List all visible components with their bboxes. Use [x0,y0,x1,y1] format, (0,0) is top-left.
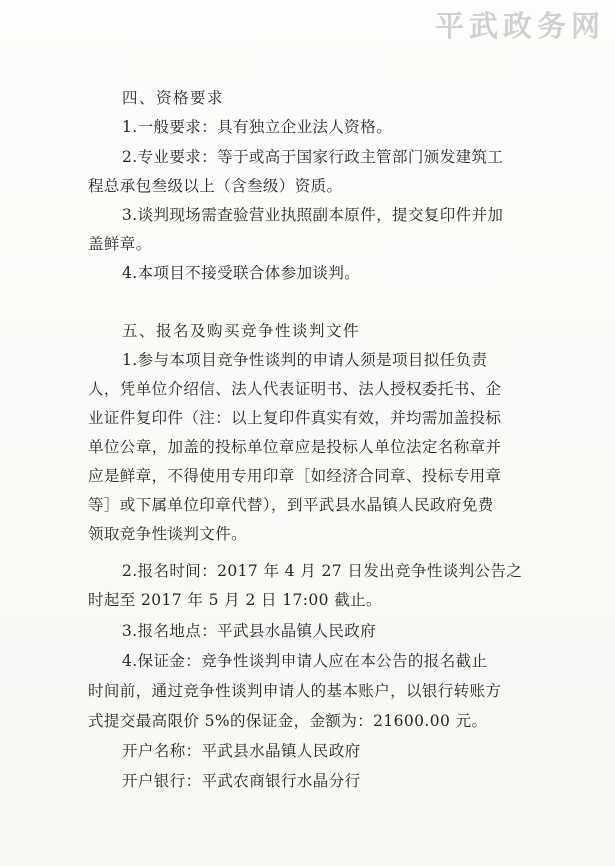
paragraph-line: 式提交最高限价 5%的保证金，金额为：21600.00 元。 [88,712,488,730]
section-heading: 四、资格要求 [122,89,225,107]
paragraph-line: 盖鲜章。 [88,235,152,253]
paragraph-line: 2.专业要求：等于或高于国家行政主管部门颁发建筑工 [122,148,504,166]
paragraph-line: 业证件复印件（注：以上复印件真实有效，并均需加盖投标 [88,409,502,427]
paragraph-line: 3.报名地点：平武县水晶镇人民政府 [122,622,377,640]
section-heading: 五、报名及购买竞争性谈判文件 [122,322,361,340]
paragraph-line: 时间前，通过竞争性谈判申请人的基本账户，以银行转账方 [88,682,502,700]
paragraph-line: 程总承包叁级以上（含叁级）资质。 [88,177,343,195]
paragraph-line: 领取竞争性谈判文件。 [88,525,248,543]
paragraph-line: 开户名称：平武县水晶镇人民政府 [122,742,361,760]
watermark: 平武政务网 [434,9,605,43]
paragraph-line: 3.谈判现场需查验营业执照副本原件，提交复印件并加 [122,206,504,224]
paragraph-line: 1.参与本项目竞争性谈判的申请人须是项目拟任负责 [122,351,488,369]
paragraph-line: 开户银行：平武农商银行水晶分行 [122,772,361,790]
paragraph-line: 人，凭单位介绍信、法人代表证明书、法人授权委托书、企 [88,380,502,398]
paragraph-line: 时起至 2017 年 5 月 2 日 17:00 截止。 [88,591,382,609]
paragraph-line: 4.本项目不接受联合体参加谈判。 [122,264,361,282]
paragraph-line: 2.报名时间：2017 年 4 月 27 日发出竞争性谈判公告之 [122,562,523,580]
paragraph-line: 单位公章，加盖的投标单位章应是投标人单位法定名称章并 [88,438,502,456]
paragraph-line: 应是鲜章，不得使用专用印章［如经济合同章、投标专用章 [88,467,502,485]
paragraph-line: 4.保证金：竞争性谈判申请人应在本公告的报名截止 [122,652,488,670]
paragraph-line: 等］或下属单位印章代替），到平武县水晶镇人民政府免费 [88,496,494,514]
paragraph-line: 1.一般要求：具有独立企业法人资格。 [122,118,392,136]
